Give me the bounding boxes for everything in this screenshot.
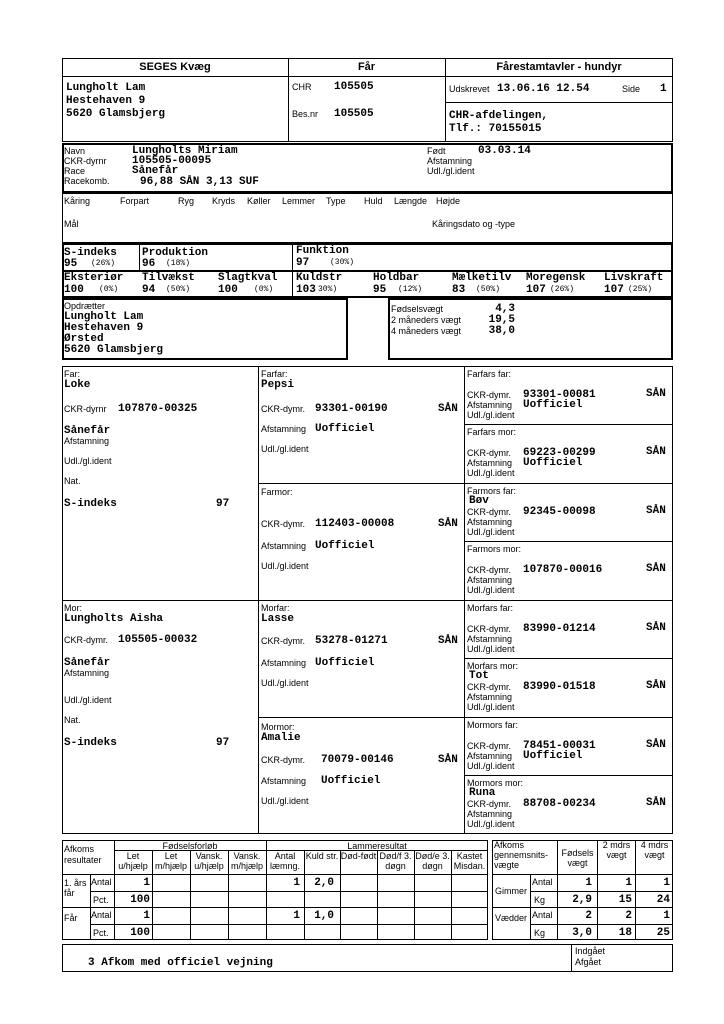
mormor-afst: Uofficiel — [321, 775, 381, 787]
g1-pct-let-u: 100 — [130, 894, 150, 906]
navn-label: Navn — [64, 146, 86, 156]
sindeks-pct: (26%) — [91, 259, 116, 268]
index-pct: 30%) — [318, 285, 338, 294]
gimmer-kg: 15 — [618, 894, 632, 906]
produktion-pct: (18%) — [166, 259, 191, 268]
index-label: Mælketilv — [452, 272, 512, 284]
index-label: Moregensk — [526, 272, 586, 284]
racekomb-label: Racekomb. — [64, 176, 110, 186]
g3-udl-label: Udl./gl.ident — [467, 761, 515, 771]
vaedder-antal: 2 — [585, 910, 592, 922]
mormor-race: SÅN — [438, 754, 458, 766]
karing-header: Type — [326, 196, 346, 206]
animal-ckr: 105505-00095 — [132, 155, 212, 167]
page-label: Side — [622, 84, 641, 94]
doc-title: Fårestamtavler - hundyr — [496, 61, 622, 73]
vaedder-antal: 1 — [663, 910, 670, 922]
g3-afst: Uofficiel — [523, 399, 583, 411]
udl-label: Udl./gl.ident — [427, 166, 475, 176]
vaedder-kg: 18 — [618, 927, 632, 939]
index-value: 103 — [296, 284, 316, 296]
g3-race: SÅN — [646, 680, 666, 692]
g3-udl-label: Udl./gl.ident — [467, 527, 515, 537]
afstamning-label: Afstamning — [427, 156, 473, 166]
g3-title: Mormors far: — [467, 720, 519, 730]
mor-udl-label: Udl./gl.ident — [64, 695, 112, 705]
g3-afst-label: Afstamning — [467, 809, 513, 819]
vaedder-kg: 3,0 — [572, 927, 592, 939]
mor-title: Mor: — [64, 603, 82, 613]
g3-afst: Uofficiel — [523, 750, 583, 762]
offspring-left-title: Afkoms resultater — [64, 844, 102, 865]
m4-weight-label: 4 måneders vægt — [391, 326, 462, 336]
vaedder-label: Vædder — [495, 913, 528, 923]
printed-value: 13.06.16 12.54 — [497, 83, 590, 95]
far-afst-label: Afstamning — [64, 436, 110, 446]
index-label: Slagtkval — [218, 272, 278, 284]
mormor-name: Amalie — [261, 732, 301, 744]
birth-weight: 4,3 — [495, 303, 515, 315]
farmor-afst-label: Afstamning — [261, 541, 307, 551]
species-title: Får — [357, 61, 376, 73]
indgaaet-label: Indgået — [575, 946, 606, 956]
mormor-title: Mormor: — [261, 722, 295, 732]
g3-name: Runa — [469, 787, 496, 799]
morfar-udl-label: Udl./gl.ident — [261, 678, 309, 688]
g2-let-u: 1 — [143, 910, 150, 922]
pct-label: Pct. — [93, 895, 109, 905]
index-value: 83 — [452, 284, 466, 296]
offspring-col-header: Død/e 3. døgn — [415, 851, 450, 871]
far-sindeks: 97 — [216, 498, 230, 510]
karing-header: Kryds — [212, 196, 236, 206]
karing-header: Ryg — [178, 196, 195, 206]
farfar-ckr-label: CKR-dymr. — [261, 404, 306, 414]
far-sindeks-label: S-indeks — [64, 498, 117, 510]
mormor-udl-label: Udl./gl.ident — [261, 796, 309, 806]
far-ckr: 107870-00325 — [118, 403, 198, 415]
g3-afst-label: Afstamning — [467, 400, 513, 410]
index-value: 100 — [64, 284, 84, 296]
produktion-value: 96 — [142, 258, 156, 270]
fodsel-title: Fødselsforløb — [162, 841, 218, 851]
karing-header: Højde — [436, 196, 461, 206]
offspring-col-header: Død-født — [340, 851, 377, 861]
animal-racekomb: 96,88 SÅN 3,13 SUF — [140, 176, 259, 188]
morfar-ckr-label: CKR-dymr. — [261, 636, 306, 646]
sindeks-value: 95 — [64, 258, 78, 270]
index-pct: (12%) — [398, 285, 423, 294]
g3-ckr-label: CKR-dymr. — [467, 390, 512, 400]
g3-ckr-label: CKR-dymr. — [467, 565, 512, 575]
g3-name: Tot — [469, 670, 489, 682]
g3-ckr-label: CKR-dymr. — [467, 741, 512, 751]
vaedder-antal: 2 — [625, 910, 632, 922]
g3-ckr-label: CKR-dymr. — [467, 507, 512, 517]
offspring-col-header: Død/f 3. døgn — [379, 851, 412, 871]
morfar-ckr: 53278-01271 — [315, 635, 388, 647]
breeder-line: 5620 Glamsbjerg — [64, 344, 164, 356]
g3-ckr-label: CKR-dymr. — [467, 799, 512, 809]
g3-title: Morfars mor: — [467, 661, 519, 671]
gimmer-antal: 1 — [585, 877, 592, 889]
offspring-col-header: Kuld str. — [305, 851, 339, 861]
morfar-race: SÅN — [438, 635, 458, 647]
g3-race: SÅN — [646, 739, 666, 751]
chr-value: 105505 — [334, 81, 374, 93]
breeder-line: Ørsted — [64, 333, 104, 345]
farmor-afst: Uofficiel — [315, 540, 375, 552]
index-value: 107 — [604, 284, 624, 296]
g3-ckr-label: CKR-dymr. — [467, 448, 512, 458]
g3-afst-label: Afstamning — [467, 692, 513, 702]
g3-race: SÅN — [646, 622, 666, 634]
page-value: 1 — [660, 83, 667, 95]
far-title: Far: — [64, 369, 81, 379]
race-label: Race — [64, 166, 86, 176]
g3-ckr: 92345-00098 — [523, 506, 596, 518]
g2-antal-laem: 1 — [293, 910, 300, 922]
afgaaet-label: Afgået — [575, 957, 602, 967]
index-value: 107 — [526, 284, 546, 296]
farfar-udl-label: Udl./gl.ident — [261, 444, 309, 454]
offspring-col-header: Let m/hjælp — [154, 851, 187, 871]
animal-name: Lungholts Miriam — [132, 145, 238, 157]
far-nat-label: Nat. — [64, 476, 81, 486]
g3-race: SÅN — [646, 505, 666, 517]
maal-label: Mål — [64, 219, 79, 229]
breeder-label: Opdrætter — [64, 301, 106, 311]
morfar-afst-label: Afstamning — [261, 658, 307, 668]
g3-udl-label: Udl./gl.ident — [467, 644, 515, 654]
printed-label: Udskrevet — [449, 84, 490, 94]
funktion-value: 97 — [296, 257, 310, 269]
karing-header: Køller — [247, 196, 271, 206]
farmor-ckr-label: CKR-dymr. — [261, 519, 306, 529]
g1-kuldstr: 2,0 — [314, 877, 334, 889]
mor-afst-label: Afstamning — [64, 668, 110, 678]
right-col-2mdr: 2 mdrs vægt — [602, 840, 631, 860]
index-value: 100 — [218, 284, 238, 296]
owner-name: Lungholt Lam — [66, 82, 146, 94]
g3-afst-label: Afstamning — [467, 751, 513, 761]
karing-header: Huld — [364, 196, 383, 206]
org-title: SEGES Kvæg — [139, 61, 211, 73]
g3-ckr: 88708-00234 — [523, 798, 596, 810]
g3-ckr: 78451-00031 — [523, 740, 596, 752]
footer-text: 3 Afkom med officiel vejning — [88, 957, 273, 969]
index-label: Tilvækst — [142, 272, 195, 284]
index-label: Eksteriør — [64, 272, 124, 284]
index-value: 95 — [373, 284, 387, 296]
fodt-label: Født — [427, 146, 446, 156]
g3-afst: Uofficiel — [523, 457, 583, 469]
g2-kuldstr: 1,0 — [314, 910, 334, 922]
offspring-right-title: Afkoms gennemsnits-vægte — [494, 840, 549, 870]
index-label: Livskraft — [604, 272, 664, 284]
g3-title: Farfars mor: — [467, 427, 517, 437]
m2-weight: 19,5 — [488, 314, 515, 326]
g3-name: Bøv — [469, 495, 489, 507]
dept-line1: CHR-afdelingen, — [449, 110, 549, 122]
mor-nat-label: Nat. — [64, 715, 81, 725]
g3-udl-label: Udl./gl.ident — [467, 585, 515, 595]
farmor-udl-label: Udl./gl.ident — [261, 561, 309, 571]
g3-ckr: 83990-01214 — [523, 623, 596, 635]
gimmer-antal: 1 — [663, 877, 670, 889]
g1-let-u: 1 — [143, 877, 150, 889]
g3-title: Morfars far: — [467, 603, 514, 613]
mor-name: Lungholts Aisha — [64, 613, 164, 625]
m4-weight: 38,0 — [488, 325, 515, 337]
mormor-ckr: 70079-00146 — [321, 754, 394, 766]
kg-label: Kg — [534, 895, 546, 905]
index-label: Kuldstr — [296, 272, 343, 284]
mormor-ckr-label: CKR-dymr. — [261, 755, 306, 765]
mor-sindeks-label: S-indeks — [64, 737, 117, 749]
farmor-ckr: 112403-00008 — [315, 518, 395, 530]
g3-ckr-label: CKR-dymr. — [467, 624, 512, 634]
funktion-pct: (30%) — [330, 258, 355, 267]
g3-ckr-label: CKR-dymr. — [467, 682, 512, 692]
gimmer-kg: 24 — [656, 894, 670, 906]
far-ckr-label: CKR-dyrnr — [64, 404, 107, 414]
g3-udl-label: Udl./gl.ident — [467, 410, 515, 420]
karingsdato-label: Kåringsdato og -type — [432, 219, 516, 229]
g3-race: SÅN — [646, 563, 666, 575]
g3-udl-label: Udl./gl.ident — [467, 819, 515, 829]
g3-race: SÅN — [646, 446, 666, 458]
g3-ckr: 93301-00081 — [523, 389, 596, 401]
karing-header: Længde — [394, 196, 428, 206]
laem-title: Lammeresultat — [347, 841, 407, 851]
row-group-2: Får — [64, 913, 78, 923]
breeder-line: Lungholt Lam — [64, 311, 144, 323]
g3-title: Farmors far: — [467, 486, 517, 496]
offspring-col-header: Vansk. m/hjælp — [230, 851, 263, 871]
ckr-label: CKR-dyrnr — [64, 156, 107, 166]
owner-city: 5620 Glamsbjerg — [66, 108, 166, 120]
g3-afst-label: Afstamning — [467, 634, 513, 644]
g3-ckr: 69223-00299 — [523, 447, 596, 459]
g3-title: Mormors mor: — [467, 778, 523, 788]
index-pct: (0%) — [254, 285, 274, 294]
karing-header: Kåring — [64, 196, 91, 206]
index-pct: (25%) — [628, 285, 653, 294]
g3-udl-label: Udl./gl.ident — [467, 468, 515, 478]
antal-label: Antal — [532, 910, 553, 920]
funktion-label: Funktion — [296, 245, 349, 257]
g3-udl-label: Udl./gl.ident — [467, 702, 515, 712]
antal-label: Antal — [532, 877, 553, 887]
index-pct: (0%) — [99, 285, 119, 294]
mormor-afst-label: Afstamning — [261, 776, 307, 786]
index-pct: (50%) — [476, 285, 501, 294]
morfar-name: Lasse — [261, 613, 295, 625]
morfar-afst: Uofficiel — [315, 657, 375, 669]
farfar-title: Farfar: — [261, 369, 288, 379]
g3-title: Farfars far: — [467, 369, 512, 379]
g3-race: SÅN — [646, 797, 666, 809]
right-col-4mdr: 4 mdrs vægt — [640, 840, 669, 860]
far-udl-label: Udl./gl.ident — [64, 456, 112, 466]
vaedder-kg: 25 — [656, 927, 670, 939]
g3-afst-label: Afstamning — [467, 517, 513, 527]
morfar-title: Morfar: — [261, 603, 290, 613]
farfar-afst-label: Afstamning — [261, 424, 307, 434]
karing-header: Forpart — [120, 196, 150, 206]
index-pct: (50%) — [166, 285, 191, 294]
g3-race: SÅN — [646, 388, 666, 400]
index-value: 94 — [142, 284, 156, 296]
farmor-title: Farmor: — [261, 487, 293, 497]
antal-label: Antal — [91, 877, 112, 887]
mor-race: Sånefår — [64, 657, 111, 669]
index-pct: (26%) — [550, 285, 575, 294]
produktion-label: Produktion — [142, 247, 209, 259]
g1-antal-laem: 1 — [293, 877, 300, 889]
index-label: Holdbar — [373, 272, 420, 284]
g2-pct-let-u: 100 — [130, 927, 150, 939]
birth-weight-label: Fødselsvægt — [391, 304, 444, 314]
animal-fodt: 03.03.14 — [478, 145, 531, 157]
offspring-col-header: Vansk. u/hjælp — [194, 851, 224, 871]
farfar-name: Pepsi — [261, 379, 295, 391]
besnr-label: Bes.nr — [292, 109, 319, 119]
kg-label: Kg — [534, 928, 546, 938]
sindeks-label: S-indeks — [64, 247, 117, 259]
g3-title: Farmors mor: — [467, 544, 521, 554]
gimmer-kg: 2,9 — [572, 894, 592, 906]
chr-label: CHR — [292, 82, 312, 92]
farfar-race: SÅN — [438, 403, 458, 415]
dept-line2: Tlf.: 70155015 — [449, 123, 542, 135]
row-group-1: 1. års får — [64, 878, 87, 898]
breeder-line: Hestehaven 9 — [64, 322, 144, 334]
farmor-race: SÅN — [438, 518, 458, 530]
gimmer-antal: 1 — [625, 877, 632, 889]
karing-header: Lemmer — [282, 196, 316, 206]
pct-label: Pct. — [93, 928, 109, 938]
offspring-col-header: Antal læmng. — [269, 851, 300, 871]
g3-afst-label: Afstamning — [467, 575, 513, 585]
gimmer-label: Gimmer — [495, 886, 527, 896]
far-name: Loke — [64, 379, 91, 391]
g3-ckr: 107870-00016 — [523, 564, 603, 576]
farfar-ckr: 93301-00190 — [315, 403, 388, 415]
mor-ckr-label: CKR-dymr. — [64, 635, 109, 645]
antal-label: Antal — [91, 910, 112, 920]
g3-ckr: 83990-01518 — [523, 681, 596, 693]
m2-weight-label: 2 måneders vægt — [391, 315, 462, 325]
besnr-value: 105505 — [334, 108, 374, 120]
far-race: Sånefår — [64, 425, 111, 437]
mor-ckr: 105505-00032 — [118, 634, 198, 646]
g3-afst-label: Afstamning — [467, 458, 513, 468]
right-col-fodsel: Fødsels vægt — [561, 848, 594, 868]
farfar-afst: Uofficiel — [315, 423, 375, 435]
offspring-col-header: Let u/hjælp — [118, 851, 148, 871]
offspring-col-header: Kastet Misdan. — [453, 851, 486, 871]
owner-street: Hestehaven 9 — [66, 95, 146, 107]
animal-race: Sånefår — [132, 165, 179, 177]
mor-sindeks: 97 — [216, 737, 230, 749]
